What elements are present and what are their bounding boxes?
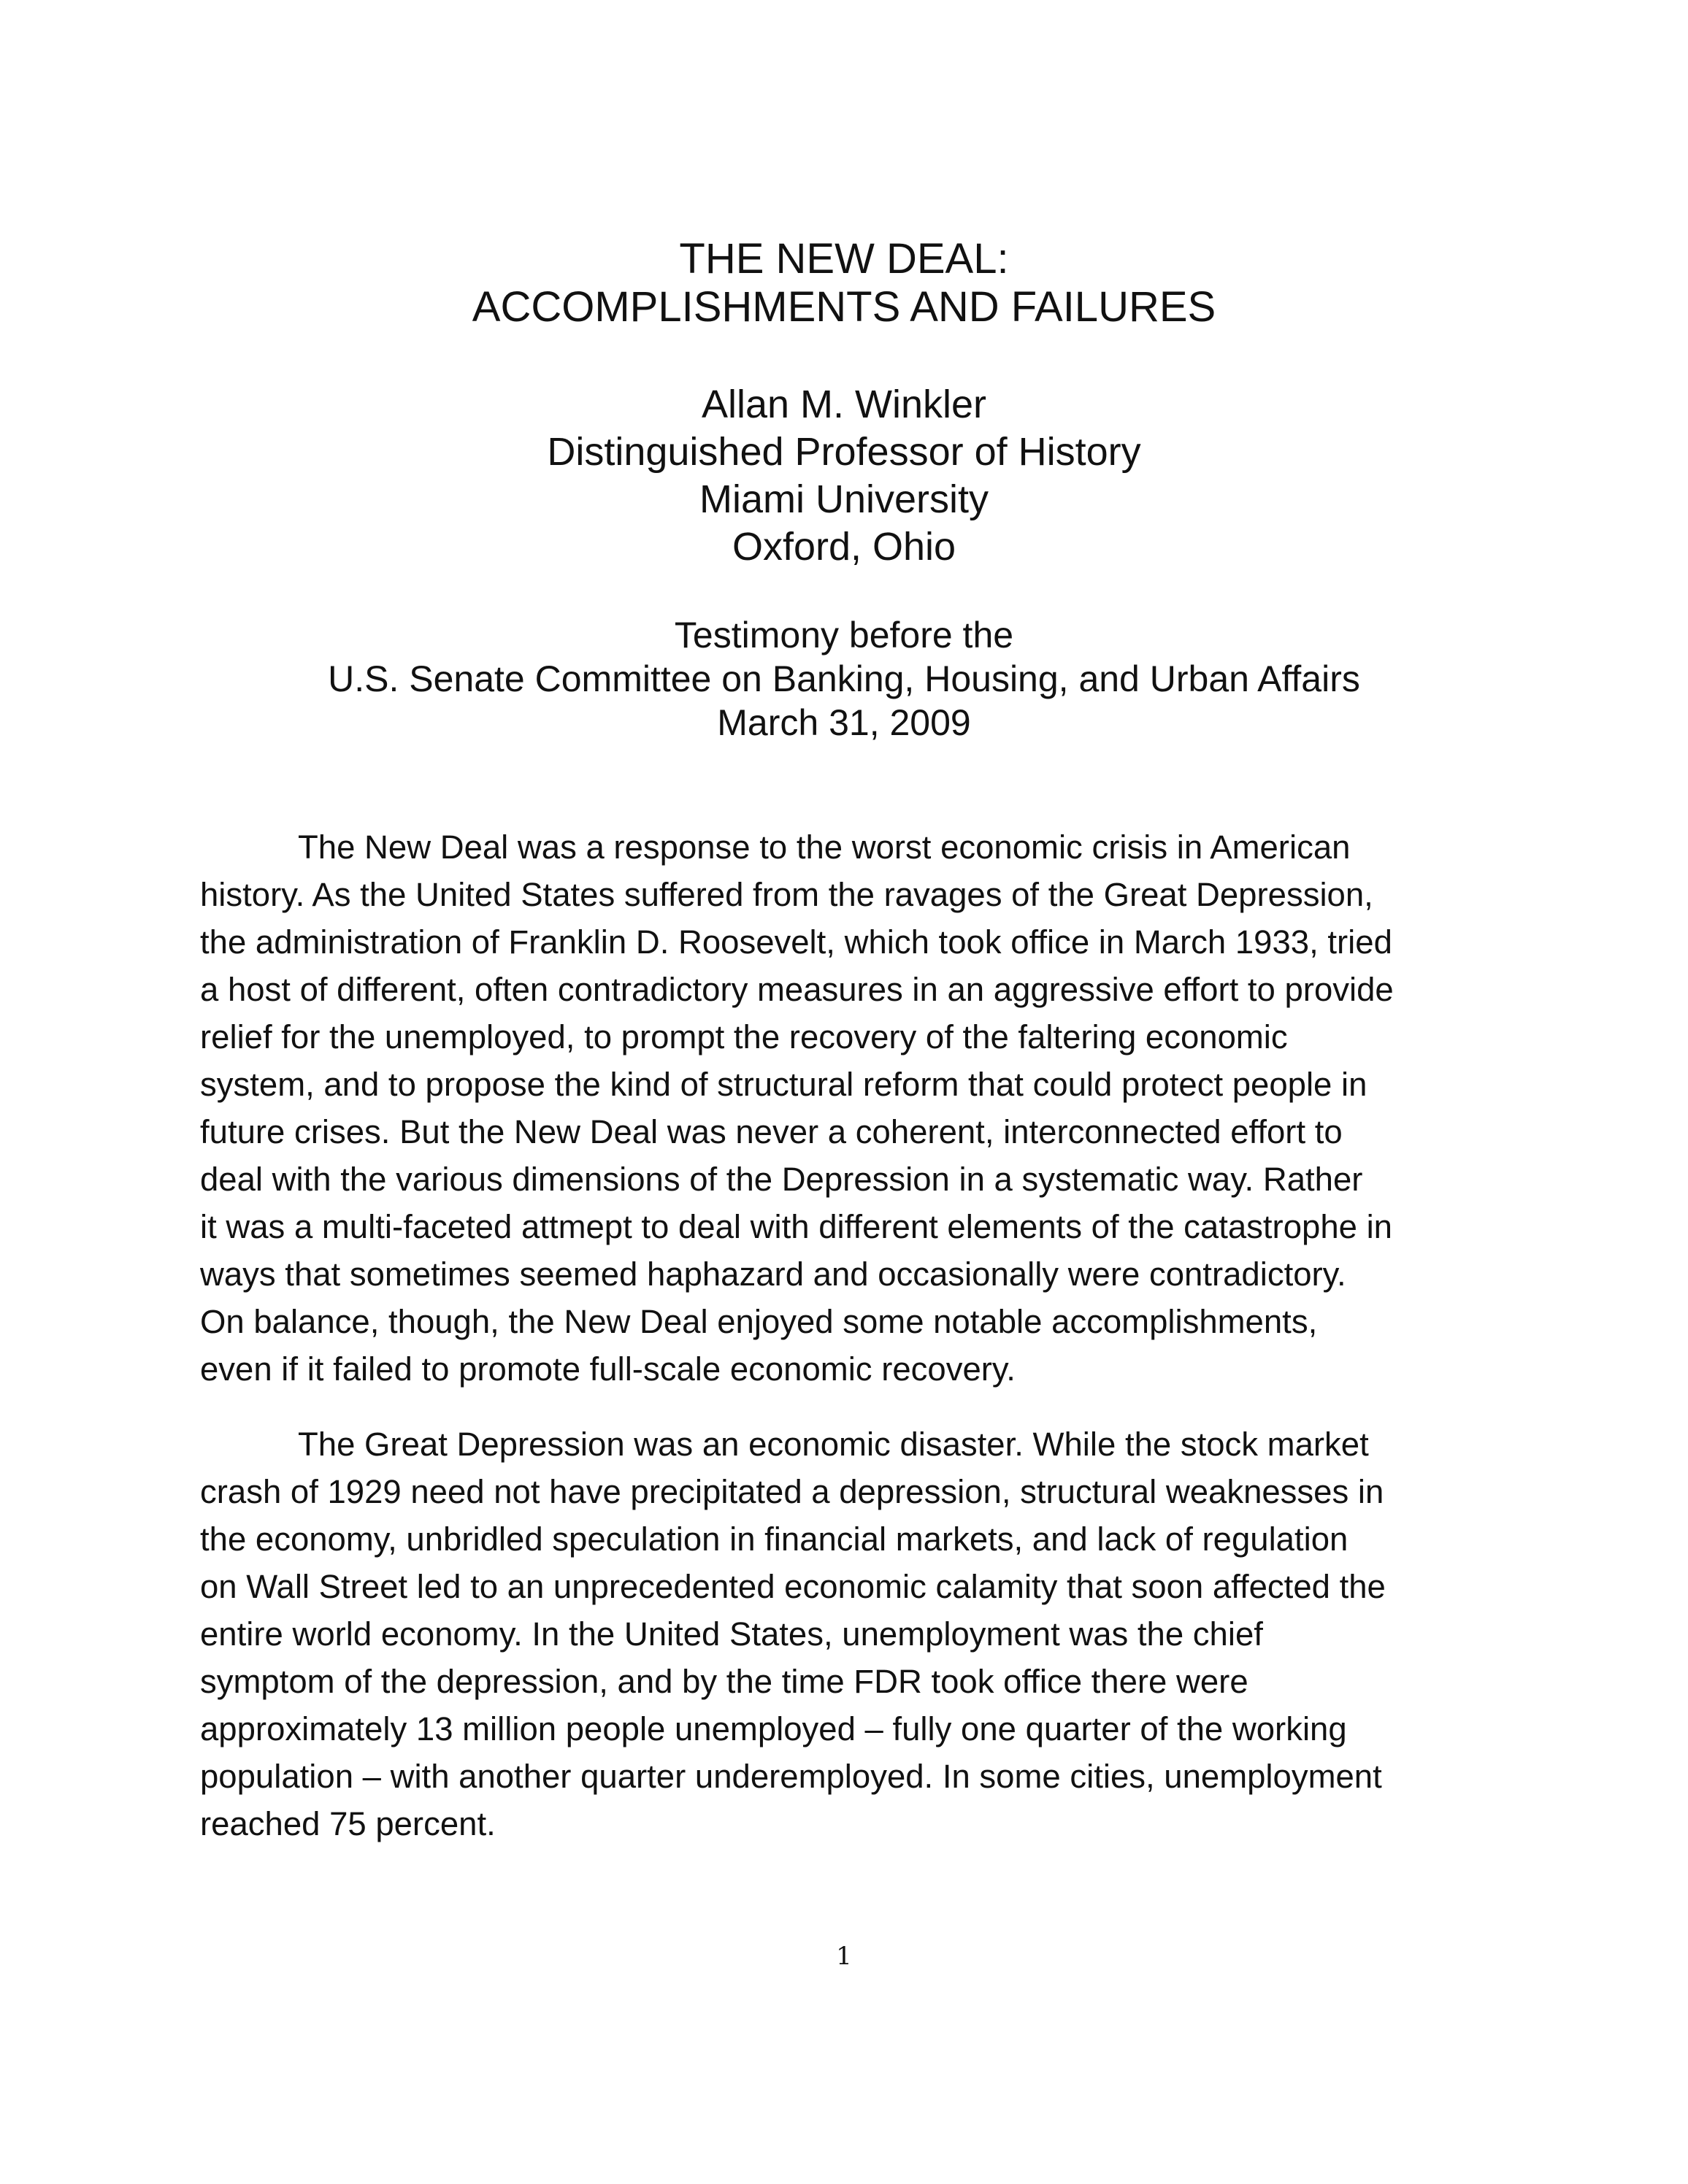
paragraph-line: a host of different, often contradictory measures in an aggressive effort to provide <box>200 971 1394 1008</box>
paragraph-line: The Great Depression was an economic disaster. While the stock market <box>298 1426 1369 1463</box>
paragraph-line: population – with another quarter underemployed. In some cities, unemployment <box>200 1758 1382 1795</box>
paragraph-1 <box>200 823 1500 1393</box>
paragraph-line: system, and to propose the kind of structural reform that could protect people in <box>200 1066 1367 1103</box>
paragraph-line: even if it failed to promote full-scale economic recovery. <box>200 1350 1016 1388</box>
testimony-committee: U.S. Senate Committee on Banking, Housing, and Urban Affairs <box>328 658 1360 699</box>
author-position: Distinguished Professor of History <box>547 430 1141 474</box>
paragraph-line: entire world economy. In the United States, unemployment was the chief <box>200 1615 1263 1653</box>
testimony-line-1: Testimony before the <box>674 615 1014 655</box>
page-number: 1 <box>836 1942 852 1971</box>
paragraph-line: the administration of Franklin D. Roosevelt, which took office in March 1933, tried <box>200 923 1392 961</box>
paragraph-line: on Wall Street led to an unprecedented economic calamity that soon affected the <box>200 1568 1386 1605</box>
author-location: Oxford, Ohio <box>732 525 956 569</box>
testimony-block <box>0 613 1688 745</box>
paragraph-line: ways that sometimes seemed haphazard and occasionally were contradictory. <box>200 1256 1346 1293</box>
title-line-1: THE NEW DEAL: <box>679 235 1009 282</box>
paragraph-line: the economy, unbridled speculation in financial markets, and lack of regulation <box>200 1520 1349 1558</box>
paragraph-line: reached 75 percent. <box>200 1805 496 1842</box>
author-block <box>0 381 1688 571</box>
paragraph-line: approximately 13 million people unemployed – fully one quarter of the working <box>200 1710 1347 1747</box>
paragraph-line: The New Deal was a response to the worst economic crisis in American <box>298 828 1351 866</box>
paragraph-line: crash of 1929 need not have precipitated a depression, structural weaknesses in <box>200 1473 1384 1510</box>
paragraph-2 <box>200 1420 1500 1847</box>
paragraph-line: history. As the United States suffered from the ravages of the Great Depression, <box>200 876 1373 913</box>
title-line-2: ACCOMPLISHMENTS AND FAILURES <box>472 283 1216 331</box>
document-title <box>0 235 1688 331</box>
testimony-date: March 31, 2009 <box>717 702 971 743</box>
paragraph-line: it was a multi-faceted attmept to deal with different elements of the catastrophe in <box>200 1208 1392 1245</box>
paragraph-line: relief for the unemployed, to prompt the recovery of the faltering economic <box>200 1018 1288 1056</box>
author-institution: Miami University <box>699 477 989 521</box>
author-name: Allan M. Winkler <box>701 382 987 426</box>
paragraph-line: On balance, though, the New Deal enjoyed some notable accomplishments, <box>200 1303 1318 1340</box>
paragraph-line: symptom of the depression, and by the time FDR took office there were <box>200 1663 1248 1700</box>
paragraph-line: future crises. But the New Deal was never a coherent, interconnected effort to <box>200 1113 1343 1150</box>
paragraph-line: deal with the various dimensions of the Depression in a systematic way. Rather <box>200 1161 1363 1198</box>
